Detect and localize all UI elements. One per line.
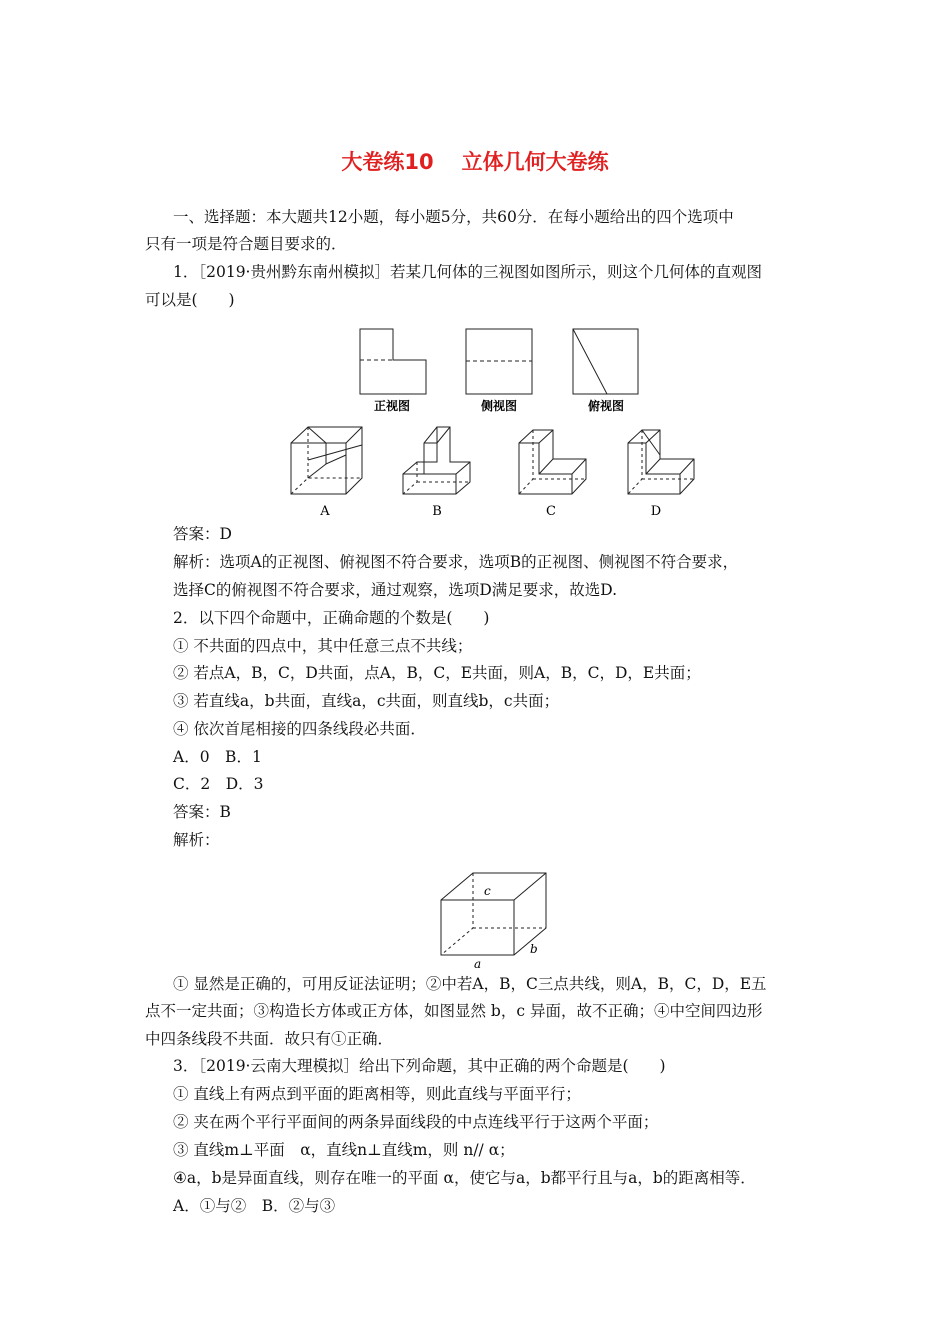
q2-item-2: ② 若点A，B，C，D共面，点A，B，C，E共面，则A，B，C，D，E共面； [173,664,701,682]
option-d-label: D [650,504,662,519]
option-b-label: B [432,504,442,519]
title-right: 立体几何大卷练 [461,150,609,174]
top-view-shape [573,329,638,394]
q2-explanation-line-2: 点不一定共面；③构造长方体或正方体，如图显然 b，c 异面，故不正确；④中空间四边形 [145,1002,763,1020]
q2-choices-1: A．0 B．1 [173,748,262,766]
cube-label-c: c [484,884,491,898]
option-d-figure [628,430,694,494]
section-intro-line-2: 只有一项是符合题目要求的． [145,235,347,253]
cube-label-a: a [474,957,482,971]
q2-choices-2: C．2 D．3 [173,775,264,793]
q1-analysis-line-2: 选择C的俯视图不符合要求，通过观察，选项D满足要求，故选D. [173,581,618,599]
top-view-label: 俯视图 [587,399,625,413]
q1-analysis-line-1: 解析：选项A的正视图、俯视图不符合要求，选项B的正视图、侧视图不符合要求， [173,553,739,571]
section-intro-line-1: 一、选择题：本大题共12小题，每小题5分，共60分．在每小题给出的四个选项中 [173,208,734,226]
top-view-diagonal [573,329,607,394]
option-b-figure [403,427,470,494]
q1-answer: 答案：D [173,525,232,543]
option-c-figure [519,430,586,494]
q3-stem: 3．［2019·云南大理模拟］给出下列命题，其中正确的两个命题是( ) [173,1057,666,1075]
q2-answer: 答案：B [173,803,231,821]
cube-label-b: b [530,942,538,956]
q3-item-2: ② 夹在两个平行平面间的两条异面线段的中点连线平行于这两个平面； [173,1113,659,1131]
q2-explanation-line-1: ① 显然是正确的，可用反证法证明；②中若A，B，C三点共线，则A，B，C，D，E五 [173,975,767,993]
q1-stem-line-2: 可以是( ) [145,291,235,309]
option-c-label: C [546,504,556,519]
q3-item-4: ④a，b是异面直线，则存在唯一的平面 α，使它与a，b都平行且与a，b的距离相等． [173,1169,756,1187]
title-left: 大卷练10 [341,150,434,174]
q3-item-1: ① 直线上有两点到平面的距离相等，则此直线与平面平行； [173,1085,581,1103]
q2-item-3: ③ 若直线a，b共面，直线a，c共面，则直线b，c共面； [173,692,560,710]
q2-item-4: ④ 依次首尾相接的四条线段必共面． [173,720,426,738]
q3-item-3: ③ 直线m⊥平面 α，直线n⊥直线m，则 n// α； [173,1141,515,1159]
q2-stem: 2．以下四个命题中，正确命题的个数是( ) [173,609,490,627]
q2-item-1: ① 不共面的四点中，其中任意三点不共线； [173,637,473,655]
front-view-label: 正视图 [373,399,411,413]
q1-stem-line-1: 1．［2019·贵州黔东南州模拟］若某几何体的三视图如图所示，则这个几何体的直观图 [173,263,762,281]
option-a-figure [291,427,362,494]
front-view-shape [360,329,426,394]
option-a-label: A [320,504,330,519]
q2-explanation-line-3: 中四条线段不共面．故只有①正确． [145,1030,394,1048]
q3-choices: A．①与② B．②与③ [173,1197,336,1215]
q2-analysis-label: 解析： [173,831,220,849]
side-view-label: 侧视图 [480,399,518,413]
